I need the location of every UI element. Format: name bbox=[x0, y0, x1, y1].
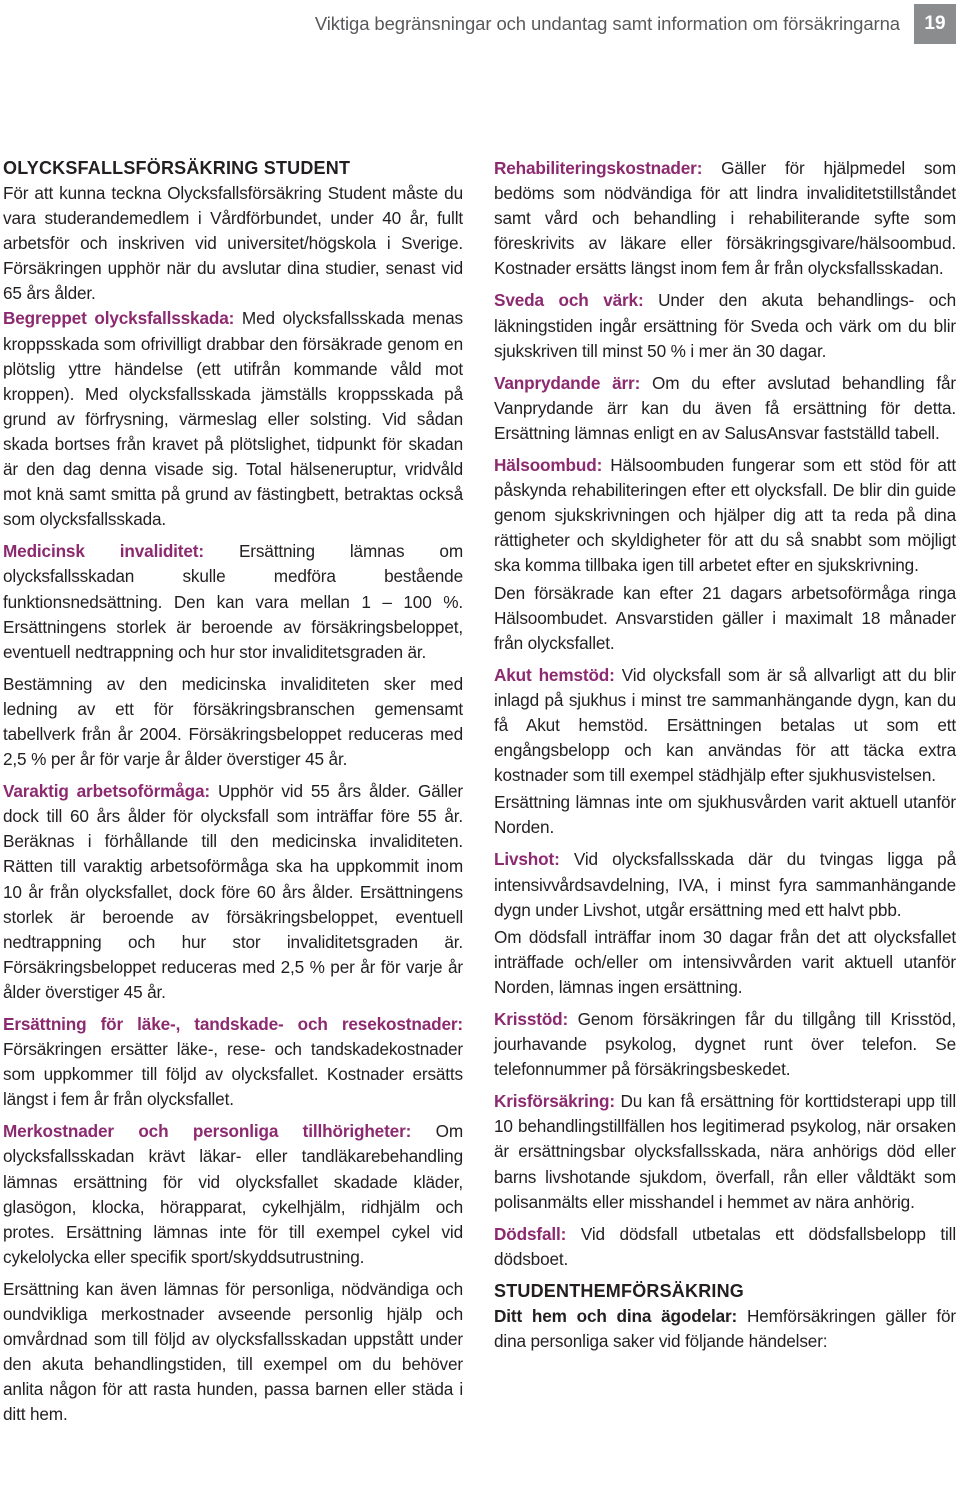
right-column bbox=[494, 156, 956, 1361]
term-label: Rehabiliteringskostnader: bbox=[494, 158, 703, 178]
term-label: Krisförsäkring: bbox=[494, 1091, 615, 1112]
paragraph-text: Under den akuta behandlings- och läkningstiden ingår ersättning för Sveda och värk om du blir sjukskriven till minst 50 % i mer än 30 dagar. bbox=[494, 290, 956, 361]
paragraph-text: Om olycksfallsskadan krävt läkar- eller tandläkarebehandling lämnas ersättning för vid olycksfallet skadade kläder, glasögon, klocka, hörapparat, cykelhjälm, ridhjälm och protes. Ersättning lämnas inte för till exempel cykel vid cykelolycka eller specifik sport/skyddsutrustning. bbox=[3, 1121, 463, 1267]
paragraph-personliga-merkostnader: Ersättning kan även lämnas för personliga, nödvändiga och oundvikliga merkostnader avseende personlig hjälp och omvårdnad som till följd av olycksfallsskadan uppstått under den akuta behandlingstiden, till exempel om du behöver anlita någon för att rasta hunden, passa barnen eller städa i ditt hem. bbox=[3, 1278, 463, 1425]
paragraph-dodsfall bbox=[494, 1222, 956, 1272]
page-header bbox=[315, 4, 956, 44]
paragraph-text: Med olycksfallsskada menas kroppsskada som ofrivilligt drabbar den försäkrade genom en plötslig yttre händelse (ett utifrån kommande våld mot kroppen). Med olycksfallsskada jämställs kroppsskada på grund av förfrysning, värmeslag eller solsting. Vid sådan skada bortses från kravet på plötslighet, tidpunkt för skadan är den dag denna visade sig. Total hälseneruptur, vridvåld mot knä samt smitta på grund av fästingbett, betraktas också som olycksfallsskada. bbox=[3, 308, 463, 530]
intro-paragraph: För att kunna teckna Olycksfallsförsäkring Student måste du vara studerandemedlem i Vårdförbundet, under 40 år, fullt arbetsför och inskriven vid universitet/högskola i Sverige. Försäkringen upphör när du avslutar dina studier, senast vid 65 års ålder. bbox=[3, 183, 463, 304]
paragraph-text: Ersättning lämnas om olycksfallsskadan skulle medföra bestående funktionsnedsättning. Den kan vara mellan 1 – 100 %. Ersättningens storlek är beroende av försäkringsbeloppet, eventuell nedtrappning och hur stor invaliditetsgraden är. bbox=[3, 541, 463, 662]
paragraph-ditt-hem bbox=[494, 1304, 956, 1354]
paragraph-text: Om du efter avslutad behandling får Vanprydande ärr kan du även få ersättning för detta. Ersättning lämnas enligt en av SalusAnsvar fastställd tabell. bbox=[494, 372, 956, 443]
paragraph-vanprydande-arr bbox=[494, 371, 956, 446]
term-label: Medicinsk invaliditet: bbox=[3, 541, 204, 562]
paragraph-text: Hälsoombuden fungerar som ett stöd för att påskynda rehabiliteringen efter ett olycksfall. De blir din guide genom sjukskrivningen och hjälper dig att ta reda på dina rättigheter och skyldigheter för att du så snabbt som möjligt ska komma tillbaka igen till arbetet efter en sjukskrivning. bbox=[494, 455, 956, 576]
running-header-title: Viktiga begränsningar och undantag samt information om försäkringarna bbox=[314, 13, 900, 34]
paragraph-text: Vid olycksfallsskada där du tvingas ligga på intensivvårdsavdelning, IVA, i minst fyra sammanhängande dygn under Livshot, utgår ersättning med ett halvt pbb. bbox=[494, 849, 956, 920]
paragraph-text: Hemförsäkringen gäller för dina personliga saker vid följande händelser: bbox=[494, 1305, 956, 1352]
paragraph-krisforsakring bbox=[494, 1089, 956, 1214]
paragraph-halsoombud bbox=[494, 453, 956, 578]
section-heading-studenthem: STUDENTHEMFÖRSÄKRING bbox=[494, 1280, 744, 1301]
paragraph-varaktig-arbetsoformaga bbox=[3, 779, 463, 1005]
paragraph-text: Vid olycksfall som är så allvarligt att du blir inlagd på sjukhus i minst tre sammanhängande dygn, kan du få Akut hemstöd. Ersättningen betalas ut som ett engångsbelopp och kan användas för att täcka extra kostnader som till exempel städhjälp efter sjukhusvistelsen. bbox=[494, 664, 956, 786]
paragraph-text: Genom försäkringen får du tillgång till Krisstöd, jourhavande psykolog, dygnet runt över telefon. Se telefonnummer på försäkringsbeskedet. bbox=[494, 1009, 956, 1080]
term-label: Varaktig arbetsoförmåga: bbox=[3, 781, 210, 802]
term-label: Livshot: bbox=[494, 849, 560, 870]
paragraph-text: Vid dödsfall utbetalas ett dödsfallsbelopp till dödsboet. bbox=[494, 1223, 956, 1269]
page-number-badge: 19 bbox=[914, 4, 956, 44]
left-column bbox=[3, 156, 463, 1435]
term-label: Sveda och värk: bbox=[494, 290, 644, 311]
paragraph-text: Upphör vid 55 års ålder. Gäller dock till 60 års ålder för olycksfall som inträffar före 55 år. Beräknas i förhållande till den medicinska invaliditeten. Rätten till varaktig arbetsoförmåga ska ha uppkommit inom 10 år från olycksfallet, dock före 60 års ålder. Ersättningens storlek är beroende av försäkringsbeloppet, eventuell nedtrappning och hur stor invaliditetsgraden är. Försäkringsbeloppet reduceras med 2,5 % per år för varje år ålder överstiger 45 år. bbox=[3, 781, 463, 1002]
paragraph-halsoombud-ansvarstid: Den försäkrade kan efter 21 dagars arbetsoförmåga ringa Hälsoombudet. Ansvarstiden gäller i maximalt 18 månader från olycksfallet. bbox=[494, 582, 956, 653]
term-label: Vanprydande ärr: bbox=[494, 372, 641, 393]
term-label: Ditt hem och dina ägodelar: bbox=[494, 1305, 738, 1326]
paragraph-rehabilitering bbox=[494, 156, 956, 281]
term-label: Krisstöd: bbox=[494, 1009, 569, 1029]
term-label: Begreppet olycksfallsskada: bbox=[3, 308, 235, 329]
paragraph-akut-hemstod bbox=[494, 663, 956, 788]
paragraph-text: Gäller för hjälpmedel som bedöms som nödvändiga för att lindra invaliditetstillståndet samt vård och behandling i rehabiliterande syfte som föreskrivits av läkare eller försäkringsgivare/hälsoombud. Kostnader ersätts längst inom fem år från olycksfallsskadan. bbox=[494, 158, 956, 279]
paragraph-sjukhusvard-norden: Ersättning lämnas inte om sjukhusvården varit aktuell utanför Norden. bbox=[494, 792, 956, 838]
paragraph-livshot bbox=[494, 847, 956, 922]
term-label: Hälsoombud: bbox=[494, 455, 603, 476]
paragraph-medicinsk-invaliditet bbox=[3, 539, 463, 664]
term-label: Merkostnader och personliga tillhörigheter: bbox=[3, 1121, 412, 1142]
term-label: Akut hemstöd: bbox=[494, 664, 615, 685]
paragraph-dodsfall-30-dagar: Om dödsfall inträffar inom 30 dagar från det att olycksfallet inträffade och/eller om intensivvården varit aktuell utanför Norden, lämnas ingen ersättning. bbox=[494, 926, 956, 997]
paragraph-olycksfallsskada bbox=[3, 306, 463, 532]
paragraph-krisstod bbox=[494, 1007, 956, 1082]
paragraph-merkostnader bbox=[3, 1119, 463, 1270]
paragraph-bestamning: Bestämning av den medicinska invaliditeten sker med ledning av ett för försäkringsbranschen gemensamt tabellverk från år 2004. Försäkringsbeloppet reduceras med 2,5 % per år för varje år ålder överstiger 45 år. bbox=[3, 673, 463, 770]
term-label: Dödsfall: bbox=[494, 1223, 567, 1244]
section-heading-olycksfall: OLYCKSFALLSFÖRSÄKRING STUDENT bbox=[3, 158, 351, 178]
paragraph-sveda-och-vark bbox=[494, 288, 956, 363]
paragraph-ersattning-kostnader bbox=[3, 1012, 463, 1112]
term-label: Ersättning för läke-, tandskade- och resekostnader: bbox=[3, 1014, 463, 1034]
paragraph-text: Försäkringen ersätter läke-, rese- och tandskadekostnader som uppkommer till följd av olycksfallet. Kostnader ersätts längst i fem år från olycksfallet. bbox=[3, 1039, 463, 1110]
paragraph-text: Du kan få ersättning för korttidsterapi upp till 10 behandlingstillfällen hos legitimerad psykolog, när orsaken är ersättningsbar olycksfallsskada, nära anhörigs död eller barns livshotande sjukdom, överfall, rån eller våldtäkt som polisanmälts eller misshandel i hemmet av nära anhörig. bbox=[494, 1091, 956, 1212]
